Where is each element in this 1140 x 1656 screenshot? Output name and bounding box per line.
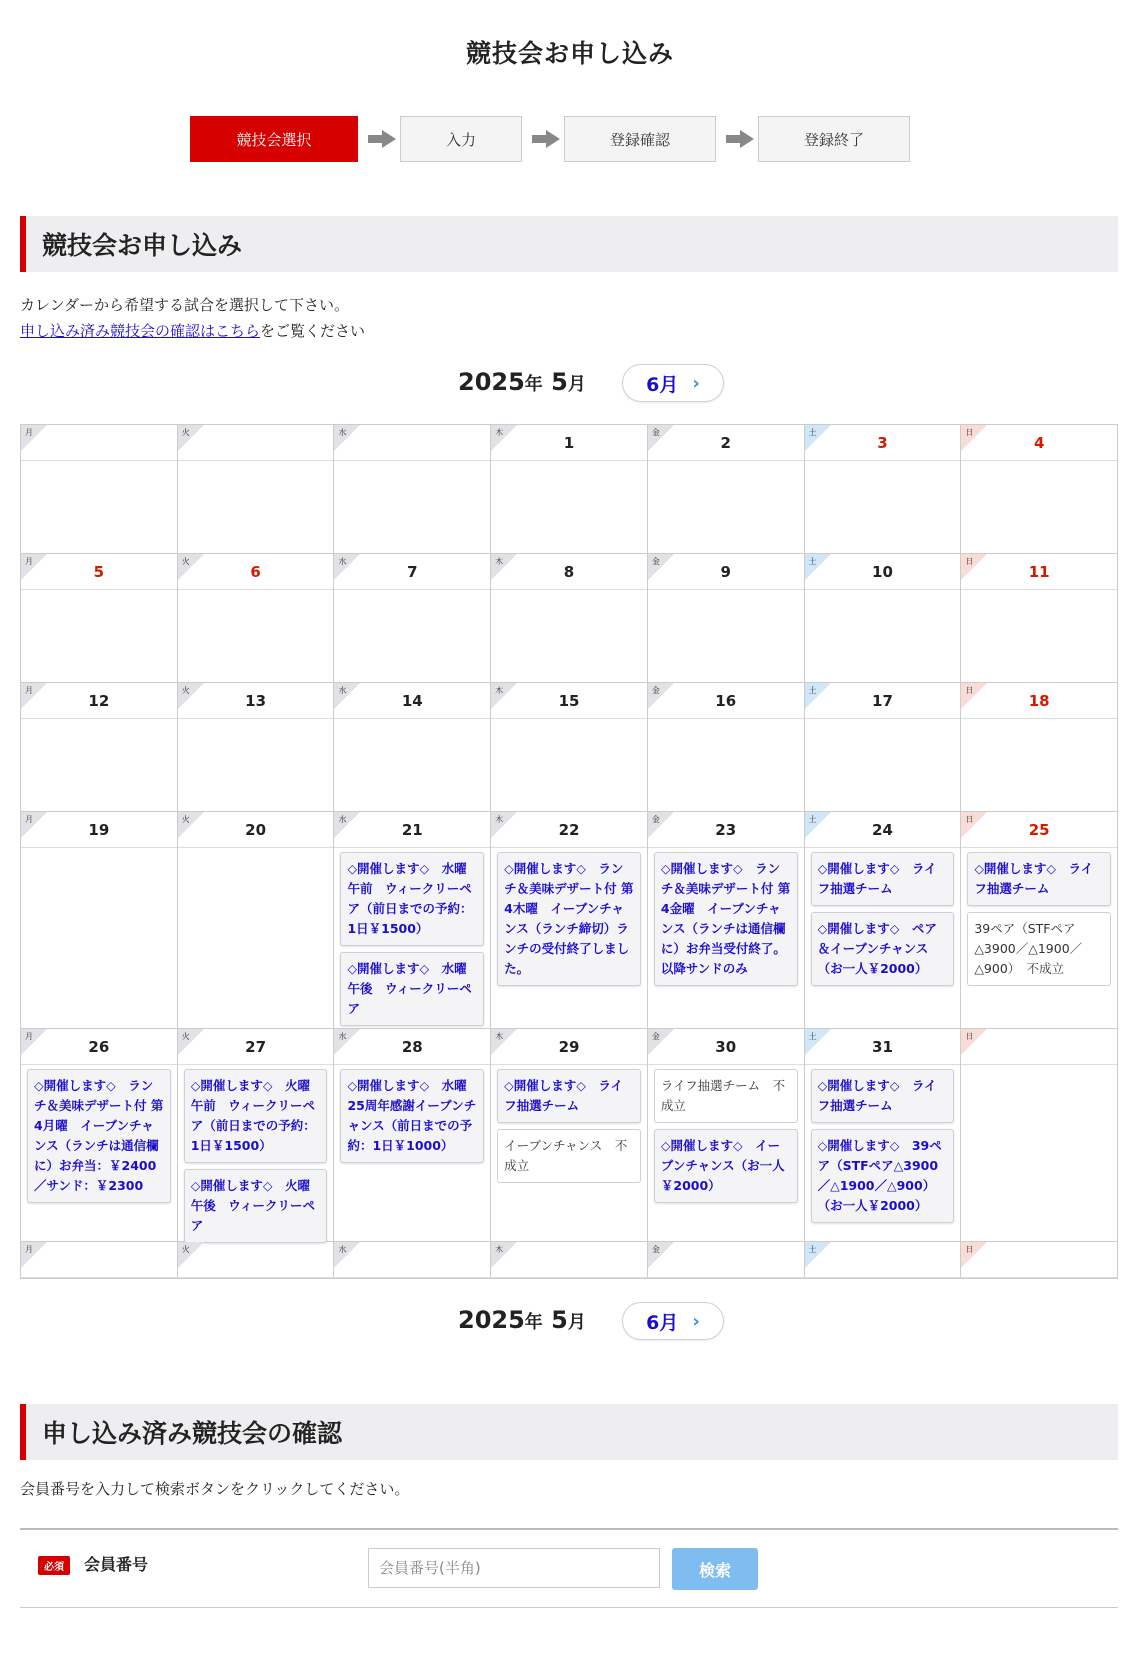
day-number: 8 <box>563 562 575 581</box>
weekday-label: 火 <box>181 686 190 695</box>
calendar-day <box>648 683 805 812</box>
day-number: 19 <box>88 820 110 839</box>
day-body <box>648 461 804 553</box>
day-header <box>491 1029 647 1065</box>
calendar-day <box>648 1242 805 1279</box>
day-number: 11 <box>1028 562 1050 581</box>
calendar-day <box>805 1029 962 1242</box>
required-badge: 必須 <box>38 1556 70 1575</box>
day-body <box>334 590 490 682</box>
event-open[interactable]: ◇開催します◇ 39ペア（STFペア△3900／△1900／△900）（お一人￥2000） <box>811 1129 955 1223</box>
calendar-day <box>178 554 335 683</box>
calendar-day <box>961 425 1118 554</box>
day-number: 6 <box>250 562 261 581</box>
weekday-label: 火 <box>181 557 190 566</box>
day-body <box>21 461 177 553</box>
calendar-day <box>805 554 962 683</box>
event-open[interactable]: ◇開催します◇ ランチ＆美味デザート付 第4木曜 イーブンチャンス（ランチ締切）ランチの受付終了しました。 <box>497 852 641 986</box>
arrow-right-icon <box>368 130 396 148</box>
calendar-day <box>648 425 805 554</box>
day-body <box>805 848 961 1028</box>
confirm-registrations-link[interactable]: 申し込み済み競技会の確認はこちら <box>20 322 261 340</box>
calendar-day <box>961 554 1118 683</box>
day-number: 20 <box>245 820 267 839</box>
day-header <box>805 1242 961 1278</box>
day-header <box>805 554 961 590</box>
arrow-right-icon <box>532 130 560 148</box>
day-header <box>961 683 1117 719</box>
weekday-label: 土 <box>808 428 817 437</box>
day-body <box>805 719 961 811</box>
weekday-label: 金 <box>651 686 660 695</box>
weekday-label: 金 <box>651 428 660 437</box>
day-number: 21 <box>401 820 423 839</box>
weekday-label: 月 <box>25 1032 33 1041</box>
day-header <box>21 1242 177 1278</box>
day-body <box>648 848 804 1028</box>
weekday-label: 水 <box>338 1032 347 1041</box>
weekday-label: 土 <box>808 1032 817 1041</box>
weekday-label: 土 <box>808 557 817 566</box>
day-body <box>21 848 177 1028</box>
day-number: 7 <box>407 562 418 581</box>
day-header <box>491 812 647 848</box>
day-header <box>334 812 490 848</box>
next-month-button[interactable]: 6月 › <box>622 364 724 402</box>
weekday-label: 火 <box>181 428 190 437</box>
arrow-right-icon <box>726 130 754 148</box>
weekday-label: 木 <box>495 1032 504 1041</box>
member-number-label: 会員番号 <box>84 1555 149 1574</box>
calendar-day <box>648 554 805 683</box>
event-open[interactable]: ◇開催します◇ 水曜午前 ウィークリーペア（前日までの予約：1日￥1500） <box>340 852 484 946</box>
day-header <box>334 554 490 590</box>
weekday-label: 木 <box>495 557 504 566</box>
day-body <box>334 719 490 811</box>
calendar-day <box>491 425 648 554</box>
weekday-label: 日 <box>965 428 974 437</box>
day-header <box>491 554 647 590</box>
day-body <box>648 590 804 682</box>
weekday-label: 火 <box>181 815 190 824</box>
chevron-right-icon: › <box>692 372 700 394</box>
current-month-label: 2025年 5月 <box>458 368 586 396</box>
day-header <box>491 425 647 461</box>
calendar-day <box>21 1242 178 1279</box>
day-header <box>334 1029 490 1065</box>
calendar-week <box>21 1029 1118 1242</box>
day-body <box>805 461 961 553</box>
day-number: 12 <box>88 691 110 710</box>
calendar-day <box>648 1029 805 1242</box>
event-cancelled: ライフ抽選チーム 不成立 <box>654 1069 798 1123</box>
weekday-label: 土 <box>808 686 817 695</box>
calendar-week <box>21 554 1118 683</box>
day-body <box>961 848 1117 1028</box>
day-body <box>805 590 961 682</box>
weekday-label: 水 <box>338 1245 347 1254</box>
day-body <box>961 719 1117 811</box>
day-number: 17 <box>872 691 893 710</box>
weekday-label: 木 <box>495 815 504 824</box>
calendar-instructions <box>20 292 365 344</box>
calendar-day <box>178 812 335 1029</box>
event-open[interactable]: ◇開催します◇ ライフ抽選チーム <box>811 1069 955 1123</box>
day-header <box>21 1029 177 1065</box>
weekday-label: 月 <box>25 1245 33 1254</box>
day-header <box>21 554 177 590</box>
day-header <box>961 812 1117 848</box>
calendar-day <box>961 683 1118 812</box>
weekday-label: 木 <box>495 1245 504 1254</box>
weekday-label: 金 <box>651 1245 660 1254</box>
day-header <box>491 1242 647 1278</box>
event-open[interactable]: ◇開催します◇ イーブンチャンス（お一人￥2000） <box>654 1129 798 1203</box>
day-header <box>334 683 490 719</box>
day-number: 27 <box>245 1037 267 1056</box>
day-header <box>805 812 961 848</box>
day-header <box>334 425 490 461</box>
calendar-week <box>21 812 1118 1029</box>
day-number: 14 <box>401 691 423 710</box>
calendar-day <box>334 554 491 683</box>
calendar-day <box>805 425 962 554</box>
day-body <box>805 1065 961 1241</box>
day-body <box>491 719 647 811</box>
day-header <box>648 1029 804 1065</box>
day-header <box>961 425 1117 461</box>
day-body <box>178 848 334 1028</box>
day-header <box>21 425 177 461</box>
calendar-day <box>178 1242 335 1279</box>
weekday-label: 月 <box>25 557 33 566</box>
weekday-label: 水 <box>338 557 347 566</box>
member-number-input[interactable] <box>368 1548 660 1588</box>
day-body <box>961 1065 1117 1241</box>
weekday-label: 土 <box>808 815 817 824</box>
day-header <box>178 812 334 848</box>
day-header <box>334 1242 490 1278</box>
day-number: 23 <box>715 820 737 839</box>
section-title-apply: 競技会お申し込み <box>20 216 1118 272</box>
calendar-day <box>178 683 335 812</box>
day-header <box>21 812 177 848</box>
day-header <box>648 554 804 590</box>
weekday-label: 水 <box>338 815 347 824</box>
day-body <box>178 461 334 553</box>
weekday-label: 金 <box>651 1032 660 1041</box>
step-select-competition: 競技会選択 <box>190 116 358 162</box>
day-header <box>648 683 804 719</box>
day-body <box>491 1065 647 1241</box>
calendar-day <box>21 554 178 683</box>
day-number: 30 <box>715 1037 737 1056</box>
day-header <box>178 683 334 719</box>
calendar-day <box>21 812 178 1029</box>
day-header <box>648 812 804 848</box>
weekday-label: 月 <box>25 815 33 824</box>
member-search-row <box>20 1528 1118 1608</box>
calendar-day <box>491 1029 648 1242</box>
day-number: 4 <box>1033 433 1045 452</box>
day-body <box>491 848 647 1028</box>
day-number: 2 <box>720 433 731 452</box>
day-body <box>178 1065 334 1241</box>
calendar-day <box>334 1242 491 1279</box>
day-header <box>491 683 647 719</box>
day-number: 5 <box>93 562 105 581</box>
day-header <box>178 425 334 461</box>
day-number: 10 <box>872 562 893 581</box>
day-number: 22 <box>558 820 580 839</box>
event-cancelled: 39ペア（STFペア△3900／△1900／△900） 不成立 <box>967 912 1111 986</box>
calendar-week <box>21 683 1118 812</box>
weekday-label: 金 <box>651 815 660 824</box>
day-header <box>178 554 334 590</box>
calendar-day <box>961 1242 1118 1279</box>
day-body <box>334 461 490 553</box>
day-number: 24 <box>872 820 893 839</box>
calendar-day <box>648 812 805 1029</box>
day-body <box>21 1065 177 1241</box>
day-body <box>961 590 1117 682</box>
day-number: 29 <box>558 1037 580 1056</box>
calendar-day <box>334 683 491 812</box>
event-cancelled: イーブンチャンス 不成立 <box>497 1129 641 1183</box>
calendar-day <box>21 683 178 812</box>
calendar-day <box>961 812 1118 1029</box>
day-number: 16 <box>715 691 737 710</box>
weekday-label: 金 <box>651 557 660 566</box>
weekday-label: 月 <box>25 686 33 695</box>
day-body <box>491 590 647 682</box>
step-input: 入力 <box>400 116 522 162</box>
day-body <box>334 1065 490 1241</box>
day-number: 28 <box>401 1037 423 1056</box>
day-body <box>334 848 490 1028</box>
day-number: 31 <box>872 1037 893 1056</box>
weekday-label: 日 <box>965 686 974 695</box>
day-number: 9 <box>720 562 731 581</box>
day-header <box>21 683 177 719</box>
day-number: 18 <box>1028 691 1050 710</box>
day-header <box>805 425 961 461</box>
calendar-day <box>334 425 491 554</box>
calendar-day <box>21 1029 178 1242</box>
weekday-label: 日 <box>965 1245 974 1254</box>
calendar-day <box>961 1029 1118 1242</box>
next-month-button[interactable]: 6月 › <box>622 1302 724 1340</box>
link-suffix: をご覧ください <box>260 322 366 340</box>
day-number: 1 <box>563 433 575 452</box>
weekday-label: 木 <box>495 686 504 695</box>
event-open[interactable]: ◇開催します◇ 火曜午後 ウィークリーペア <box>184 1169 328 1243</box>
confirm-link-line <box>20 318 365 344</box>
day-header <box>961 1029 1117 1065</box>
calendar-day <box>805 812 962 1029</box>
event-open[interactable]: ◇開催します◇ ライフ抽選チーム <box>497 1069 641 1123</box>
calendar-day <box>805 683 962 812</box>
weekday-label: 土 <box>808 1245 817 1254</box>
search-button[interactable]: 検索 <box>672 1548 758 1590</box>
weekday-label: 日 <box>965 557 974 566</box>
instruction-text: カレンダーから希望する試合を選択して下さい。 <box>20 296 350 314</box>
day-header <box>648 1242 804 1278</box>
day-number: 13 <box>245 691 267 710</box>
day-number: 25 <box>1028 820 1050 839</box>
event-open[interactable]: ◇開催します◇ 水曜午後 ウィークリーペア <box>340 952 484 1026</box>
event-open[interactable]: ◇開催します◇ ライフ抽選チーム <box>967 852 1111 906</box>
day-header <box>961 1242 1117 1278</box>
section-title-confirm: 申し込み済み競技会の確認 <box>20 1404 1118 1460</box>
event-open[interactable]: ◇開催します◇ ライフ抽選チーム <box>811 852 955 906</box>
calendar-week <box>21 1242 1118 1279</box>
weekday-label: 月 <box>25 428 33 437</box>
day-number: 15 <box>558 691 580 710</box>
day-header <box>961 554 1117 590</box>
day-body <box>178 719 334 811</box>
calendar-day <box>334 1029 491 1242</box>
calendar-day <box>491 683 648 812</box>
weekday-label: 日 <box>965 815 974 824</box>
event-calendar <box>20 424 1118 1279</box>
page-title: 競技会お申し込み <box>465 39 674 68</box>
day-header <box>178 1029 334 1065</box>
day-header <box>805 1029 961 1065</box>
weekday-label: 水 <box>338 686 347 695</box>
weekday-label: 水 <box>338 428 347 437</box>
calendar-week <box>21 425 1118 554</box>
weekday-label: 火 <box>181 1032 190 1041</box>
day-body <box>961 461 1117 553</box>
current-month-label: 2025年 5月 <box>458 1306 586 1334</box>
weekday-label: 木 <box>495 428 504 437</box>
event-open[interactable]: ◇開催します◇ ランチ＆美味デザート付 第4金曜 イーブンチャンス（ランチは通信欄に）お弁当受付終了。以降サンドのみ <box>654 852 798 986</box>
day-body <box>648 719 804 811</box>
chevron-right-icon: › <box>692 1310 700 1332</box>
calendar-day <box>491 554 648 683</box>
day-body <box>21 590 177 682</box>
day-header <box>805 683 961 719</box>
day-header <box>178 1242 334 1278</box>
day-number: 26 <box>88 1037 110 1056</box>
event-open[interactable]: ◇開催します◇ 水曜 25周年感謝イーブンチャンス（前日までの予約：1日￥1000） <box>340 1069 484 1163</box>
calendar-day <box>334 812 491 1029</box>
day-number: 3 <box>877 433 888 452</box>
day-body <box>21 719 177 811</box>
calendar-day <box>178 425 335 554</box>
search-instructions: 会員番号を入力して検索ボタンをクリックしてください。 <box>20 1480 410 1498</box>
calendar-day <box>21 425 178 554</box>
day-body <box>648 1065 804 1241</box>
day-body <box>491 461 647 553</box>
weekday-label: 火 <box>181 1245 190 1254</box>
day-body <box>178 590 334 682</box>
month-nav-bottom <box>0 1302 1140 1342</box>
calendar-day <box>805 1242 962 1279</box>
day-header <box>648 425 804 461</box>
calendar-day <box>491 1242 648 1279</box>
step-confirm: 登録確認 <box>564 116 716 162</box>
calendar-day <box>491 812 648 1029</box>
event-open[interactable]: ◇開催します◇ 火曜午前 ウィークリーペア（前日までの予約：1日￥1500） <box>184 1069 328 1163</box>
weekday-label: 日 <box>965 1032 974 1041</box>
event-open[interactable]: ◇開催します◇ ペア＆イーブンチャンス（お一人￥2000） <box>811 912 955 986</box>
calendar-day <box>178 1029 335 1242</box>
step-complete: 登録終了 <box>758 116 910 162</box>
event-open[interactable]: ◇開催します◇ ランチ＆美味デザート付 第4月曜 イーブンチャンス（ランチは通信欄に）お弁当：￥2400／サンド：￥2300 <box>27 1069 171 1203</box>
month-nav-top <box>0 364 1140 404</box>
